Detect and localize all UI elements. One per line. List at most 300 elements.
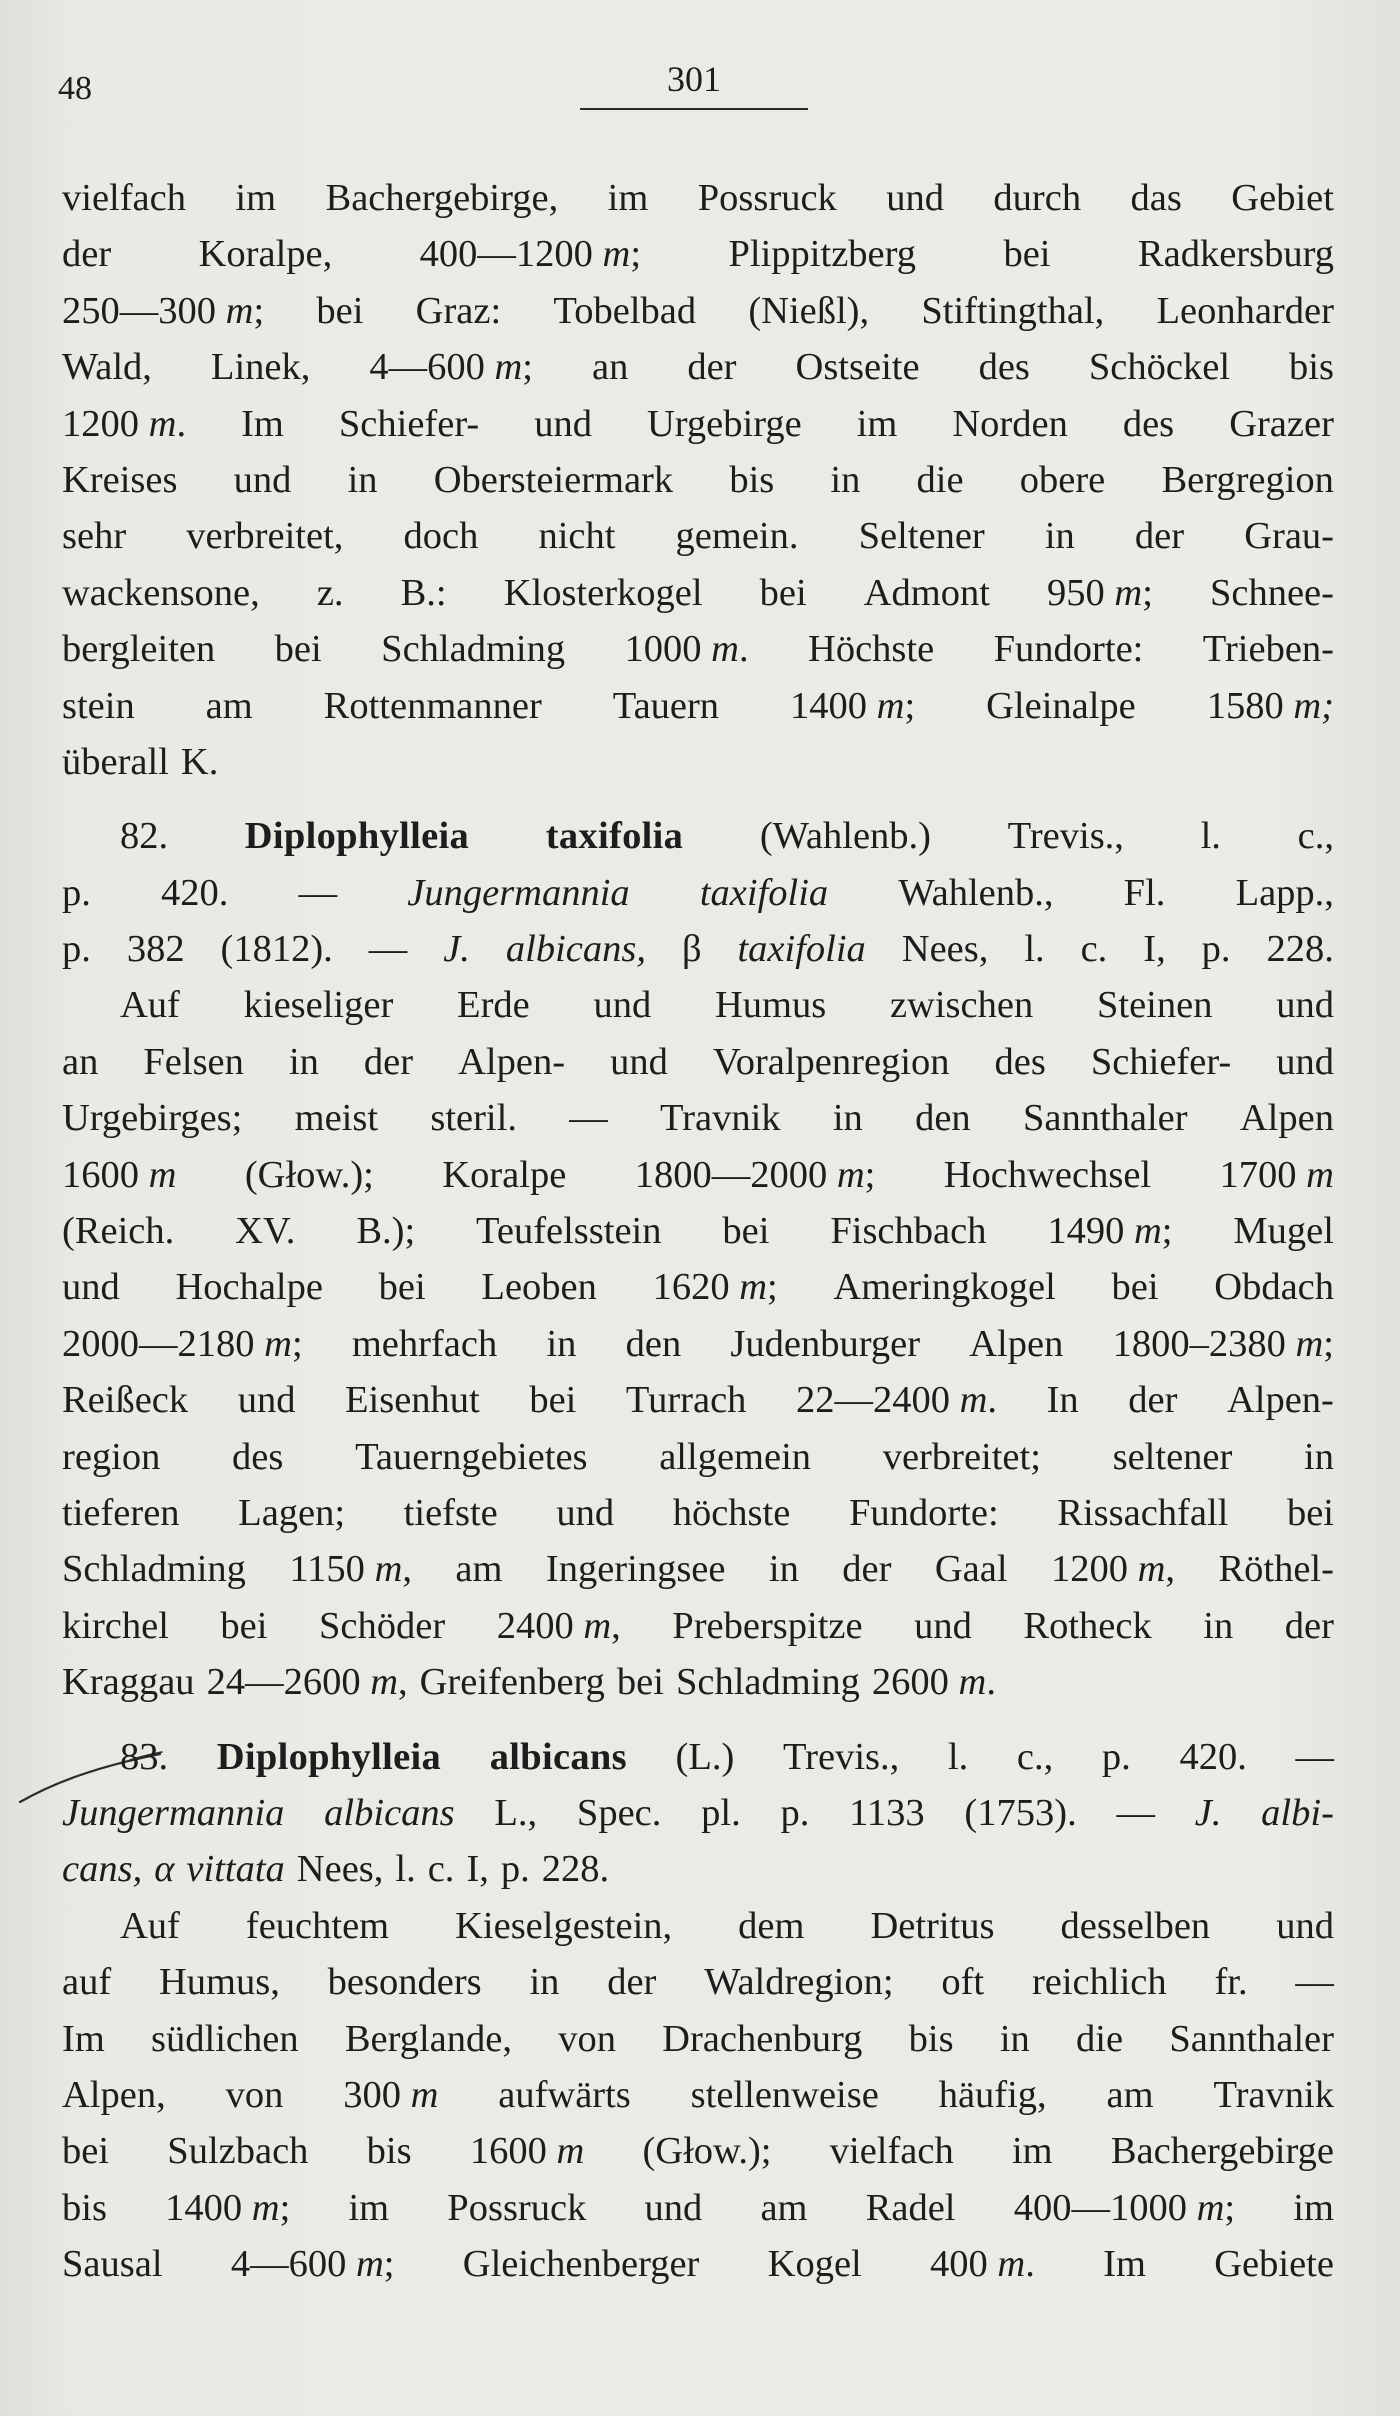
- text-run: 1400: [790, 684, 877, 727]
- word: [673, 1485, 791, 1541]
- word: [542, 1841, 609, 1897]
- text-run: mehrfach: [351, 1322, 498, 1365]
- word: [175, 1259, 323, 1315]
- text-line: [62, 1203, 1334, 1259]
- word: [1214, 2236, 1334, 2292]
- word: [476, 1203, 661, 1259]
- word: [199, 226, 333, 282]
- text-run: 1800—2000: [634, 1153, 837, 1196]
- text-run: am: [455, 1548, 503, 1591]
- species-name: albicans: [489, 1735, 627, 1778]
- text-run: doch: [403, 515, 479, 558]
- text-run: der: [1134, 515, 1185, 558]
- word: [796, 1372, 997, 1428]
- italic-text: m: [355, 2243, 384, 2286]
- text-run: Leoben: [481, 1266, 597, 1309]
- text-run: verbreitet;: [882, 1435, 1041, 1478]
- italic-text: m: [997, 2243, 1026, 2286]
- word: [379, 1259, 426, 1315]
- word: [857, 396, 898, 452]
- word: [914, 1598, 972, 1654]
- word: [62, 1785, 284, 1841]
- italic-text: cans,: [62, 1848, 143, 1891]
- word: [143, 1034, 244, 1090]
- word: [1289, 339, 1334, 395]
- word: [737, 921, 865, 977]
- text-line: [62, 226, 1334, 282]
- text-run: der: [62, 233, 112, 276]
- text-run: reichlich: [1031, 1961, 1167, 2004]
- word: [1240, 1090, 1334, 1146]
- text-run: bis: [62, 2186, 107, 2229]
- word: [1113, 1429, 1233, 1485]
- text-run: Sausal: [62, 2243, 163, 2286]
- text-run: Plippitzberg: [728, 233, 916, 276]
- text-line: [62, 1372, 1334, 1428]
- text-run: Gebiete: [1214, 2243, 1334, 2286]
- word: [299, 865, 338, 921]
- word: [217, 1729, 441, 1785]
- text-run: bis: [908, 2017, 954, 2060]
- word: [506, 921, 646, 977]
- word: [1124, 865, 1166, 921]
- text-run: c.: [427, 1848, 455, 1891]
- text-run: 228.: [1266, 928, 1334, 971]
- text-line: [62, 565, 1334, 621]
- word: [206, 678, 253, 734]
- italic-text: m: [583, 1604, 612, 1647]
- word: [593, 977, 651, 1033]
- word: [948, 1729, 968, 1785]
- word: [275, 621, 322, 677]
- word: [1057, 1485, 1228, 1541]
- word: [62, 865, 91, 921]
- word: [62, 1841, 142, 1897]
- word: [558, 2011, 616, 2067]
- italic-text: m: [148, 402, 177, 445]
- italic-text: m: [958, 1661, 987, 1704]
- text-run: (Głow.);: [244, 1153, 374, 1196]
- italic-text: albi-: [1261, 1791, 1334, 1834]
- word: [1261, 1785, 1334, 1841]
- text-run: und: [914, 1604, 972, 1647]
- word: [481, 1259, 596, 1315]
- word: [607, 1954, 656, 2010]
- text-run: Drachenburg: [662, 2017, 863, 2060]
- text-run: 420.: [161, 871, 229, 914]
- text-run: ;: [904, 684, 916, 727]
- word: [898, 865, 1053, 921]
- word: [1298, 808, 1334, 864]
- text-run: die: [916, 458, 964, 501]
- italic-text: taxifolia: [699, 871, 829, 914]
- word: [969, 1316, 1063, 1372]
- word: [645, 2180, 703, 2236]
- text-run: sehr: [62, 515, 127, 558]
- word: [1161, 452, 1334, 508]
- word: [62, 734, 169, 790]
- text-run: und: [1276, 1040, 1334, 1083]
- word: [443, 921, 470, 977]
- text-run: Travnik: [660, 1097, 781, 1140]
- word: [883, 1429, 1041, 1485]
- text-run: in: [1044, 515, 1075, 558]
- italic-text: m: [1137, 1548, 1166, 1591]
- text-run: Preberspitze: [672, 1604, 863, 1647]
- text-run: 1600: [62, 1153, 149, 1196]
- word: [1089, 339, 1230, 395]
- text-run: Schladming: [381, 628, 566, 671]
- word: [760, 565, 807, 621]
- word: [833, 1090, 863, 1146]
- word: [246, 1898, 389, 1954]
- word: [186, 508, 343, 564]
- text-run: und: [1276, 1904, 1334, 1947]
- text-line: [62, 1147, 1334, 1203]
- word: [497, 1598, 621, 1654]
- text-run: 1700: [1219, 1153, 1307, 1196]
- text-line: [62, 1034, 1334, 1090]
- word: [62, 226, 111, 282]
- word: [348, 2180, 389, 2236]
- italic-text: m: [876, 684, 905, 727]
- text-run: 400—1200: [419, 233, 603, 276]
- text-run: in: [288, 1040, 319, 1083]
- word: [676, 1654, 860, 1710]
- word: [1220, 1147, 1334, 1203]
- word: [553, 283, 696, 339]
- word: [608, 170, 649, 226]
- text-run: in: [999, 2017, 1030, 2060]
- text-run: —: [1295, 1735, 1334, 1778]
- word: [420, 1654, 605, 1710]
- italic-text: α: [154, 1848, 175, 1891]
- text-line: [62, 396, 1334, 452]
- text-run: Grazer: [1229, 402, 1334, 445]
- text-run: ,: [1165, 1548, 1176, 1591]
- text-run: Steinen: [1096, 984, 1213, 1027]
- text-run: höchste: [672, 1491, 791, 1534]
- word: [326, 170, 559, 226]
- text-run: B.:: [400, 571, 447, 614]
- text-run: Obdach: [1214, 1266, 1334, 1309]
- text-run: Fundorte:: [993, 628, 1144, 671]
- text-run: 1000: [624, 628, 712, 671]
- word: [404, 1485, 498, 1541]
- text-run: ,: [398, 1661, 408, 1704]
- text-run: Felsen: [143, 1040, 244, 1083]
- text-run: von: [225, 2073, 284, 2116]
- word: [964, 1785, 1076, 1841]
- word: [748, 283, 869, 339]
- text-run: bis: [729, 458, 775, 501]
- italic-text: albicans: [324, 1791, 455, 1834]
- word: [1138, 226, 1334, 282]
- word: [1047, 1203, 1172, 1259]
- word: [1123, 396, 1174, 452]
- text-run: .: [738, 628, 749, 671]
- species-name: Diplophylleia: [216, 1735, 442, 1778]
- word: [1203, 1598, 1233, 1654]
- text-run: ;: [383, 2243, 395, 2286]
- word: [211, 339, 310, 395]
- text-run: Leonharder: [1156, 289, 1334, 332]
- word: [808, 621, 934, 677]
- text-run: Humus,: [158, 1961, 280, 2004]
- word: [1076, 2011, 1123, 2067]
- word: [159, 1954, 280, 2010]
- italic-text: m: [1114, 571, 1143, 614]
- text-run: Tauerngebietes: [355, 1435, 588, 1478]
- italic-text: taxifolia: [737, 928, 866, 971]
- text-line: [62, 977, 1334, 1033]
- text-run: Fundorte:: [848, 1491, 999, 1534]
- italic-text: m: [1196, 2186, 1225, 2229]
- word: [1017, 1729, 1053, 1785]
- word: [1236, 865, 1334, 921]
- text-run: Auf: [120, 1904, 180, 1947]
- word: [1227, 1372, 1334, 1428]
- italic-text: m: [410, 2073, 439, 2116]
- text-run: Im: [62, 2017, 105, 2060]
- text-run: Detritus: [870, 1904, 995, 1947]
- text-run: 1490: [1047, 1210, 1134, 1253]
- text-run: ;: [630, 233, 642, 276]
- text-run: Urgebirge: [646, 402, 802, 445]
- word: [859, 508, 985, 564]
- word: [1047, 1372, 1079, 1428]
- italic-text: albicans,: [505, 928, 646, 971]
- text-run: ;: [253, 289, 265, 332]
- text-line: [62, 2180, 1334, 2236]
- text-run: Alpen: [969, 1322, 1064, 1365]
- text-run: verbreitet,: [186, 515, 344, 558]
- word: [1244, 508, 1334, 564]
- text-run: l.: [1024, 928, 1045, 971]
- word: [447, 2180, 586, 2236]
- word: [381, 621, 565, 677]
- word: [849, 1785, 925, 1841]
- italic-text: m: [374, 1548, 403, 1591]
- text-run: Ingeringsee: [545, 1548, 726, 1591]
- text-line: [62, 1316, 1334, 1372]
- word: [1003, 226, 1050, 282]
- text-run: p.: [780, 1791, 810, 1834]
- word: [921, 283, 1104, 339]
- text-run: ;: [1142, 571, 1153, 614]
- text-run: (L.): [675, 1735, 735, 1778]
- word: [62, 1654, 195, 1710]
- text-run: Trevis.,: [783, 1735, 900, 1778]
- word: [538, 508, 615, 564]
- text-run: Spec.: [576, 1791, 662, 1834]
- text-run: bis: [1289, 346, 1334, 389]
- word: [939, 2067, 1047, 2123]
- word: [319, 1598, 445, 1654]
- text-run: 2600: [871, 1661, 959, 1704]
- text-run: 1133: [849, 1791, 925, 1834]
- word: [760, 2180, 807, 2236]
- text-run: pl.: [701, 1791, 741, 1834]
- text-run: K.: [180, 740, 219, 783]
- text-run: des: [978, 346, 1030, 389]
- word: [994, 621, 1144, 677]
- text-run: (Wahlenb.): [759, 815, 931, 858]
- text-run: an: [62, 1040, 99, 1083]
- text-run: Teufelsstein: [476, 1210, 662, 1253]
- word: [1047, 565, 1153, 621]
- text-run: im: [607, 177, 649, 219]
- word: [610, 1034, 668, 1090]
- word: [289, 1541, 412, 1597]
- text-run: Mugel: [1233, 1210, 1334, 1253]
- text-run: Humus: [714, 984, 827, 1027]
- text-line: [62, 1898, 1334, 1954]
- text-run: ;: [291, 1322, 303, 1365]
- word: [62, 1598, 169, 1654]
- text-run: bei: [220, 1604, 268, 1647]
- word: [1023, 1090, 1188, 1146]
- italic-text: vittata: [186, 1848, 285, 1891]
- text-run: 4—600: [230, 2243, 356, 2286]
- word: [62, 2011, 105, 2067]
- text-run: bei: [316, 289, 364, 332]
- word: [62, 170, 186, 226]
- word: [701, 1785, 741, 1841]
- word: [662, 2011, 862, 2067]
- text-run: Röthel-: [1218, 1548, 1334, 1591]
- text-run: in: [768, 1548, 799, 1591]
- text-run: Gaal: [934, 1548, 1008, 1591]
- italic-text: m: [251, 2186, 280, 2229]
- word: [1045, 508, 1075, 564]
- text-line: [62, 1654, 1334, 1710]
- text-line: [62, 921, 1334, 977]
- text-run: 1200: [62, 402, 149, 445]
- italic-text: m: [1133, 1210, 1162, 1253]
- word: [324, 1785, 454, 1841]
- text-run: kieseliger: [243, 984, 394, 1027]
- text-run: der: [687, 346, 737, 389]
- text-run: 1800–2380: [1112, 1322, 1296, 1365]
- word: [1012, 2123, 1053, 2179]
- word: [909, 2011, 954, 2067]
- italic-text: m: [264, 1322, 292, 1365]
- word: [1020, 452, 1106, 508]
- text-run: Turrach: [625, 1379, 747, 1422]
- text-run: bei: [1003, 233, 1051, 276]
- text-run: Reißeck: [62, 1379, 189, 1422]
- text-run: Admont: [863, 571, 990, 614]
- word: [700, 865, 828, 921]
- word: [617, 1654, 664, 1710]
- text-run: obere: [1019, 458, 1106, 501]
- text-run: ;: [1161, 1210, 1173, 1253]
- text-run: Schöder: [319, 1604, 446, 1647]
- text-run: c.,: [1297, 815, 1334, 858]
- text-run: und: [556, 1491, 615, 1534]
- text-run: des: [1122, 402, 1175, 445]
- text-run: des: [994, 1040, 1046, 1083]
- word: [1214, 1259, 1334, 1315]
- text-run: Grau-: [1244, 515, 1334, 558]
- word: [1061, 1898, 1211, 1954]
- text-run: 1150: [289, 1548, 375, 1591]
- word: [676, 508, 799, 564]
- word: [62, 1147, 176, 1203]
- word: [1156, 283, 1333, 339]
- italic-text: m: [1306, 1153, 1334, 1196]
- text-run: in: [546, 1322, 577, 1365]
- text-run: 300: [343, 2073, 411, 2116]
- text-run: p.: [1101, 1735, 1131, 1778]
- word: [729, 452, 774, 508]
- word: [833, 1259, 1055, 1315]
- text-line: [62, 2236, 1334, 2292]
- word: [231, 2236, 395, 2292]
- text-line: [62, 865, 1334, 921]
- word: [1293, 2180, 1334, 2236]
- word: [207, 1654, 408, 1710]
- word: [1000, 2011, 1030, 2067]
- word: [241, 396, 284, 452]
- word: [1081, 921, 1108, 977]
- text-run: 382: [126, 928, 185, 971]
- text-run: Kraggau: [62, 1661, 195, 1704]
- text-run: und: [610, 1040, 668, 1083]
- word: [682, 921, 702, 977]
- text-run: p.: [62, 928, 91, 971]
- text-run: —: [1295, 1961, 1334, 2004]
- word: [930, 2236, 1035, 2292]
- word: [577, 1785, 661, 1841]
- text-run: Trevis.,: [1007, 815, 1124, 858]
- text-run: Alpen-: [1226, 1379, 1334, 1422]
- text-run: auf: [62, 1961, 112, 2004]
- text-line: [62, 2067, 1334, 2123]
- text-run: c.: [1080, 928, 1108, 971]
- word: [830, 2123, 954, 2179]
- text-run: bergleiten: [62, 628, 216, 671]
- text-run: der: [1284, 1604, 1334, 1647]
- text-run: südlichen: [151, 2017, 299, 2060]
- text-run: im: [348, 2186, 390, 2229]
- word: [238, 1372, 296, 1428]
- word: [915, 1090, 971, 1146]
- word: [1233, 1203, 1334, 1259]
- word: [401, 565, 447, 621]
- text-run: Wald,: [62, 346, 152, 389]
- text-run: ;: [864, 1153, 876, 1196]
- text-run: 950: [1047, 571, 1115, 614]
- word: [404, 508, 479, 564]
- word: [324, 678, 542, 734]
- text-run: stellenweise: [690, 2073, 879, 2116]
- word: [1032, 1954, 1167, 2010]
- text-run: der: [1128, 1379, 1178, 1422]
- word: [1214, 1954, 1247, 2010]
- text-run: des: [232, 1435, 284, 1478]
- text-run: (Głow.);: [642, 2130, 772, 2173]
- text-run: Höchste: [808, 628, 935, 671]
- word: [715, 977, 826, 1033]
- word: [698, 170, 837, 226]
- text-run: Koralpe,: [198, 233, 333, 276]
- word: [1267, 921, 1334, 977]
- word: [872, 1654, 996, 1710]
- word: [407, 865, 629, 921]
- word: [1201, 808, 1221, 864]
